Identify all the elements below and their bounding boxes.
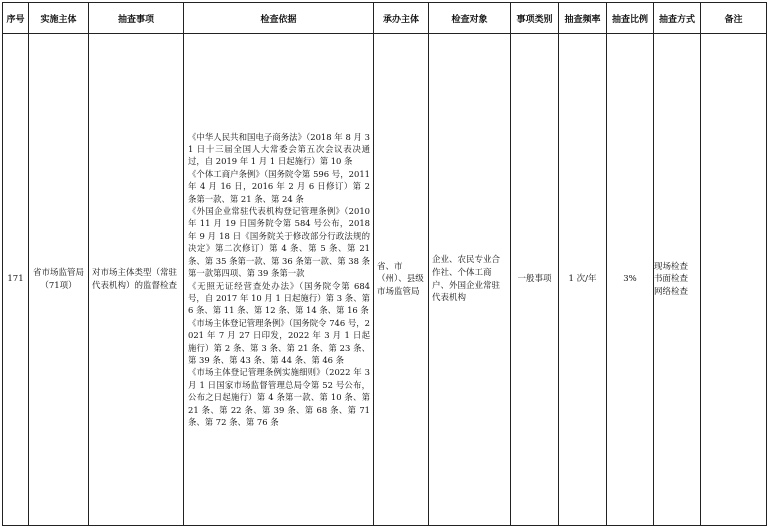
- header-target: 检查对象: [429, 3, 511, 34]
- method-item: 现场检查: [654, 261, 689, 272]
- method-item: 书面检查: [654, 274, 689, 285]
- cell-item: 对市场主体类型（常驻代表机构）的监督检查: [89, 34, 184, 526]
- basis-entry: 《个体工商户条例》（国务院令第 596 号，2011 年 4 月 16 日，2016 年 2 月 6 日修订）第 2 条第一款、第 21 条、第 24 条: [188, 168, 370, 204]
- header-item: 抽查事项: [89, 3, 184, 34]
- basis-entry: 《市场主体登记管理条例实施细则》（2022 年 3 月 1 日国家市场监督管理总局令第 52 号公布，公布之日起施行）第 4 条第一款、第 10 条、第 21 条、第 22 条、第 39 条、第 68 条、第 71 条、第 72 条、第 76 条: [188, 367, 370, 427]
- cell-seq: 171: [3, 34, 29, 526]
- method-item: 网络检查: [654, 286, 689, 297]
- header-seq: 序号: [3, 3, 29, 34]
- basis-entry: 《市场主体登记管理条例》（国务院令 746 号，2021 年 7 月 27 日印发，2022 年 3 月 1 日起施行）第 2 条、第 3 条、第 21 条、第 23 条、第 39 条、第 43 条、第 44 条、第 46 条: [188, 317, 370, 365]
- cell-method: [654, 34, 701, 526]
- header-subject: 实施主体: [29, 3, 89, 34]
- cell-basis: [184, 34, 374, 526]
- header-category: 事项类别: [511, 3, 559, 34]
- cell-ratio: 3%: [607, 34, 654, 526]
- header-ratio: 抽查比例: [607, 3, 654, 34]
- header-method: 抽查方式: [654, 3, 701, 34]
- cell-subject: 省市场监管局（71项）: [29, 34, 89, 526]
- cell-remark: [701, 34, 767, 526]
- basis-entry: 《外国企业常驻代表机构登记管理条例》（2010 年 11 月 19 日国务院令第 584 号公布，2018 年 9 月 18 日《国务院关于修改部分行政法规的决定》第二次修订）第 4 条、第 5 条、第 21 条、第 35 条第一款、第 36 条第一款、第 38 条第一款第四项、第 39 条第一款: [188, 206, 370, 279]
- cell-target: 企业、农民专业合作社、个体工商户、外国企业常驻代表机构: [429, 34, 511, 526]
- cell-frequency: 1 次/年: [559, 34, 607, 526]
- header-handler: 承办主体: [374, 3, 429, 34]
- header-basis: 检查依据: [184, 3, 374, 34]
- cell-category: 一般事项: [511, 34, 559, 526]
- table-row: [3, 34, 767, 526]
- header-remark: 备注: [701, 3, 767, 34]
- basis-entry: 《无照无证经营查处办法》（国务院令第 684 号，自 2017 年 10 月 1 日起施行）第 3 条、第 6 条、第 11 条、第 12 条、第 14 条、第 16 条: [188, 280, 370, 316]
- inspection-table: [2, 2, 767, 526]
- cell-handler: 省、市（州）、县级市场监管局: [374, 34, 429, 526]
- header-frequency: 抽查频率: [559, 3, 607, 34]
- basis-entry: 《中华人民共和国电子商务法》（2018 年 8 月 31 日十三届全国人大常委会第五次会议表决通过，自 2019 年 1 月 1 日起施行）第 10 条: [188, 131, 370, 167]
- header-row: [3, 3, 767, 34]
